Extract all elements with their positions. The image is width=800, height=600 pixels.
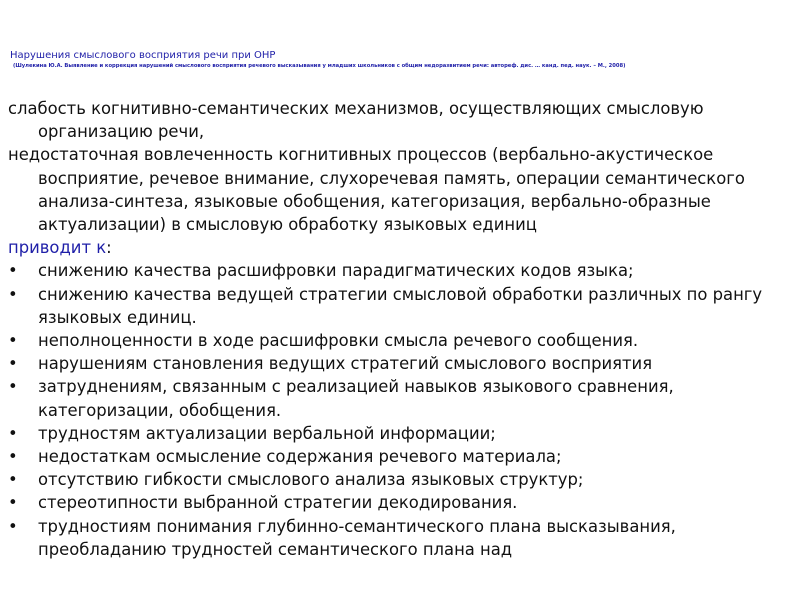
list-item-text: затруднениям, связанным с реализацией навыков языкового сравнения, категоризации, обобщения.	[38, 377, 674, 420]
list-item	[8, 259, 793, 282]
list-item	[8, 515, 793, 561]
list-item-text: нарушениям становления ведущих стратегий смыслового восприятия	[38, 354, 653, 374]
bullet-icon: •	[8, 354, 18, 374]
consequences-list	[8, 259, 793, 561]
leads-to-label: приводит к	[8, 238, 107, 258]
bullet-icon: •	[8, 447, 18, 467]
list-item	[8, 468, 793, 491]
bullet-icon: •	[8, 261, 18, 281]
list-item-text: трудностям актуализации вербальной информации;	[38, 423, 496, 443]
list-item	[8, 352, 793, 375]
slide-title: Нарушения смыслового восприятия речи при ОНР	[10, 50, 276, 61]
list-item-text: снижению качества расшифровки парадигматических кодов языка;	[38, 261, 634, 281]
list-item-text: недостаткам осмысление содержания речевого материала;	[38, 447, 562, 467]
list-item	[8, 329, 793, 352]
list-item	[8, 422, 793, 445]
paragraph-weak-mechanisms: слабость когнитивно-семантических механизмов, осуществляющих смысловую организацию речи,	[8, 99, 704, 142]
bullet-icon: •	[8, 331, 18, 351]
leads-to-line	[8, 236, 793, 259]
bullet-icon: •	[8, 284, 18, 304]
list-item	[8, 375, 793, 421]
list-item-text: неполноценности в ходе расшифровки смысла речевого сообщения.	[38, 331, 639, 351]
leads-to-colon: :	[106, 238, 112, 258]
list-item-text: снижению качества ведущей стратегии смысловой обработки различных по рангу языковых единиц.	[38, 284, 763, 327]
slide-body	[8, 97, 793, 561]
list-item-text: стереотипности выбранной стратегии декодирования.	[38, 493, 518, 513]
bullet-icon: •	[8, 470, 18, 490]
bullet-icon: •	[8, 493, 18, 513]
source-citation: (Шулекина Ю.А. Выявление и коррекция нарушений смыслового восприятия речевого высказывания у младших школьников с общим недоразвитием речи: автореф. дис. … канд. пед. наук. – М., 2008)	[13, 63, 626, 69]
paragraph-cognitive-processes: недостаточная вовлеченность когнитивных процессов (вербально-акустическое восприятие, речевое внимание, слухоречевая память, операции семантического анализа-синтеза, языковые обобщения, категоризация, вербально-образные актуализации) в смысловую обработку языковых единиц	[8, 145, 745, 235]
bullet-icon: •	[8, 516, 18, 536]
list-item-text: трудностиям понимания глубинно-семантического плана высказывания, преобладанию трудностей семантического плана над	[38, 516, 676, 559]
list-item	[8, 445, 793, 468]
list-item-text: отсутствию гибкости смыслового анализа языковых структур;	[38, 470, 584, 490]
list-item	[8, 491, 793, 514]
bullet-icon: •	[8, 377, 18, 397]
list-item	[8, 283, 793, 329]
bullet-icon: •	[8, 423, 18, 443]
